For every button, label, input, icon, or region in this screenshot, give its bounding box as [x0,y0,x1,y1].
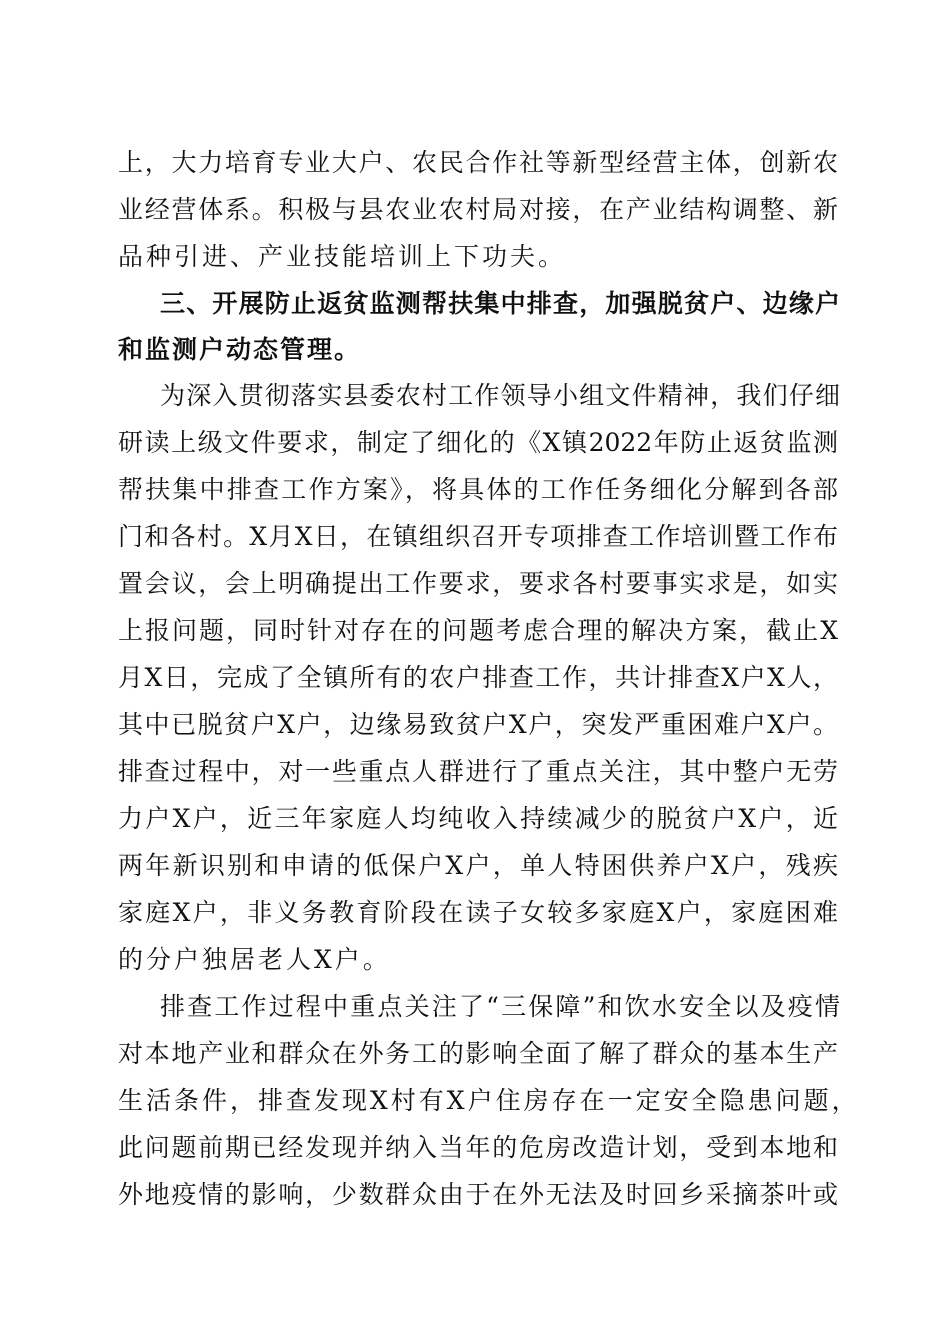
body-text-line: 此问题前期已经发现并纳入当年的危房改造计划，受到本地和 [118,1133,838,1162]
body-text-line: 业经营体系。积极与县农业农村局对接，在产业结构调整、新 [118,195,838,224]
body-text-line: 帮扶集中排查工作方案》，将具体的工作任务细化分解到各部 [118,475,838,504]
body-text-line: 两年新识别和申请的低保户X户，单人特困供养户X户，残疾 [118,851,838,880]
body-text-line: 月X日，完成了全镇所有的农户排查工作，共计排查X户X人， [118,663,838,692]
body-text-line: 置会议，会上明确提出工作要求，要求各村要事实求是，如实 [118,569,838,598]
body-text-line: 研读上级文件要求，制定了细化的《X镇2022年防止返贫监测 [118,428,838,457]
body-text-line: 品种引进、产业技能培训上下功夫。 [118,242,567,271]
body-text-line: 门和各村。X月X日，在镇组织召开专项排查工作培训暨工作布 [118,522,838,551]
body-text-line: 排查过程中，对一些重点人群进行了重点关注，其中整户无劳 [118,757,838,786]
body-text-line: 的分户独居老人X户。 [118,945,391,974]
body-text-line: 为深入贯彻落实县委农村工作领导小组文件精神，我们仔细 [160,381,840,410]
body-text-line: 排查工作过程中重点关注了“三保障”和饮水安全以及疫情 [160,992,840,1021]
body-text-line: 生活条件，排查发现X村有X户住房存在一定安全隐患问题， [118,1086,860,1115]
body-text-line: 其中已脱贫户X户，边缘易致贫户X户，突发严重困难户X户。 [118,710,838,739]
section-heading: 三、开展防止返贫监测帮扶集中排查，加强脱贫户、边缘户 [160,289,840,318]
body-text-line: 上报问题，同时针对存在的问题考虑合理的解决方案，截止X [118,616,838,645]
body-text-line: 对本地产业和群众在外务工的影响全面了解了群众的基本生产 [118,1039,838,1068]
body-text-line: 上，大力培育专业大户、农民合作社等新型经营主体，创新农 [118,148,838,177]
body-text-line: 外地疫情的影响，少数群众由于在外无法及时回乡采摘茶叶或 [118,1180,838,1209]
body-text-line: 家庭X户，非义务教育阶段在读子女较多家庭X户，家庭困难 [118,898,838,927]
body-text-line: 力户X户，近三年家庭人均纯收入持续减少的脱贫户X户，近 [118,804,838,833]
section-heading: 和监测户动态管理。 [118,335,362,364]
